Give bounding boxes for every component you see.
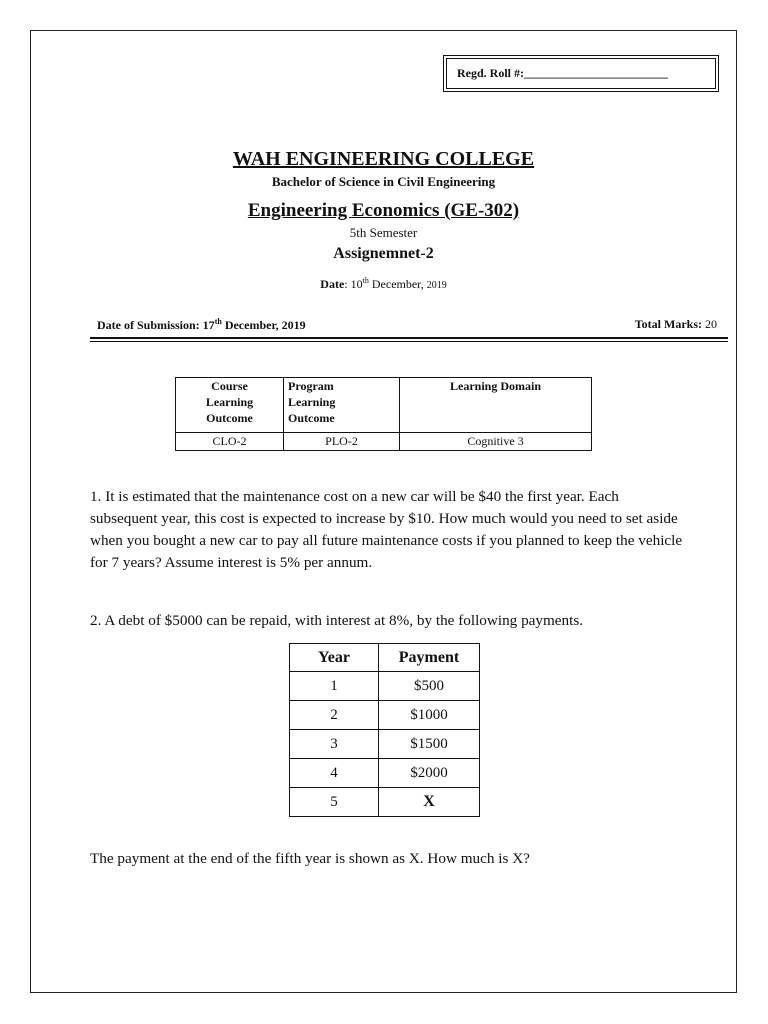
- date-month: December,: [368, 277, 427, 291]
- table-row: [290, 672, 480, 701]
- table-row: [176, 433, 592, 451]
- question-1: 1. It is estimated that the maintenance cost on a new car will be $40 the first year. Each subsequent year, this cost is expected to increase by $10. How much would you need to set aside when you bought a new car to pay all future maintenance costs if you planned to keep the vehicle for 7 years? Assume interest is 5% per annum.: [90, 488, 683, 571]
- domain-cell: Cognitive 3: [400, 433, 592, 451]
- question-2: 2. A debt of $5000 can be repaid, with interest at 8%, by the following payments.: [90, 612, 584, 629]
- table-row: [290, 759, 480, 788]
- table-row: [290, 701, 480, 730]
- payment-cell: $1000: [379, 701, 480, 730]
- date-day-suffix: th: [362, 276, 369, 285]
- clo-cell: CLO-2: [176, 433, 284, 451]
- question-2-followup: The payment at the end of the fifth year is shown as X. How much is X?: [90, 850, 530, 867]
- header-year: Year: [290, 644, 379, 672]
- roll-number-box: [443, 55, 719, 92]
- date-year: 2019: [426, 280, 447, 291]
- year-cell: 5: [290, 788, 379, 817]
- payment-cell: $1500: [379, 730, 480, 759]
- header-course-outcome: Course Learning Outcome: [176, 378, 284, 433]
- course-title: Engineering Economics (GE-302): [247, 200, 520, 221]
- total-marks: Total Marks: 20: [634, 317, 717, 331]
- issue-date: Date: 10th December, 2019: [320, 276, 447, 291]
- payment-cell: $2000: [379, 759, 480, 788]
- year-cell: 1: [290, 672, 379, 701]
- header-learning-domain: Learning Domain: [400, 378, 592, 433]
- table-row: [290, 788, 480, 817]
- payment-cell: $500: [379, 672, 480, 701]
- table-row: [290, 730, 480, 759]
- roll-number-label: Regd. Roll #:________________________: [446, 58, 716, 89]
- year-cell: 3: [290, 730, 379, 759]
- submission-date: Date of Submission: 17th December, 2019: [97, 317, 306, 332]
- year-cell: 2: [290, 701, 379, 730]
- payment-table: [289, 643, 480, 817]
- date-label: Date: [320, 277, 345, 291]
- outcomes-table: [175, 377, 592, 451]
- program-name: Bachelor of Science in Civil Engineering: [271, 174, 496, 189]
- header-program-outcome: Program Learning Outcome: [284, 378, 400, 433]
- divider-thin: [90, 341, 728, 342]
- divider-thick: [90, 337, 728, 339]
- payment-cell-unknown: X: [379, 788, 480, 817]
- submission-row: [97, 317, 717, 333]
- college-name: WAH ENGINEERING COLLEGE: [232, 148, 535, 170]
- semester: 5th Semester: [349, 225, 418, 240]
- header-payment: Payment: [379, 644, 480, 672]
- assignment-title: Assignemnet-2: [333, 245, 434, 262]
- year-cell: 4: [290, 759, 379, 788]
- date-day: 10: [350, 277, 363, 291]
- plo-cell: PLO-2: [284, 433, 400, 451]
